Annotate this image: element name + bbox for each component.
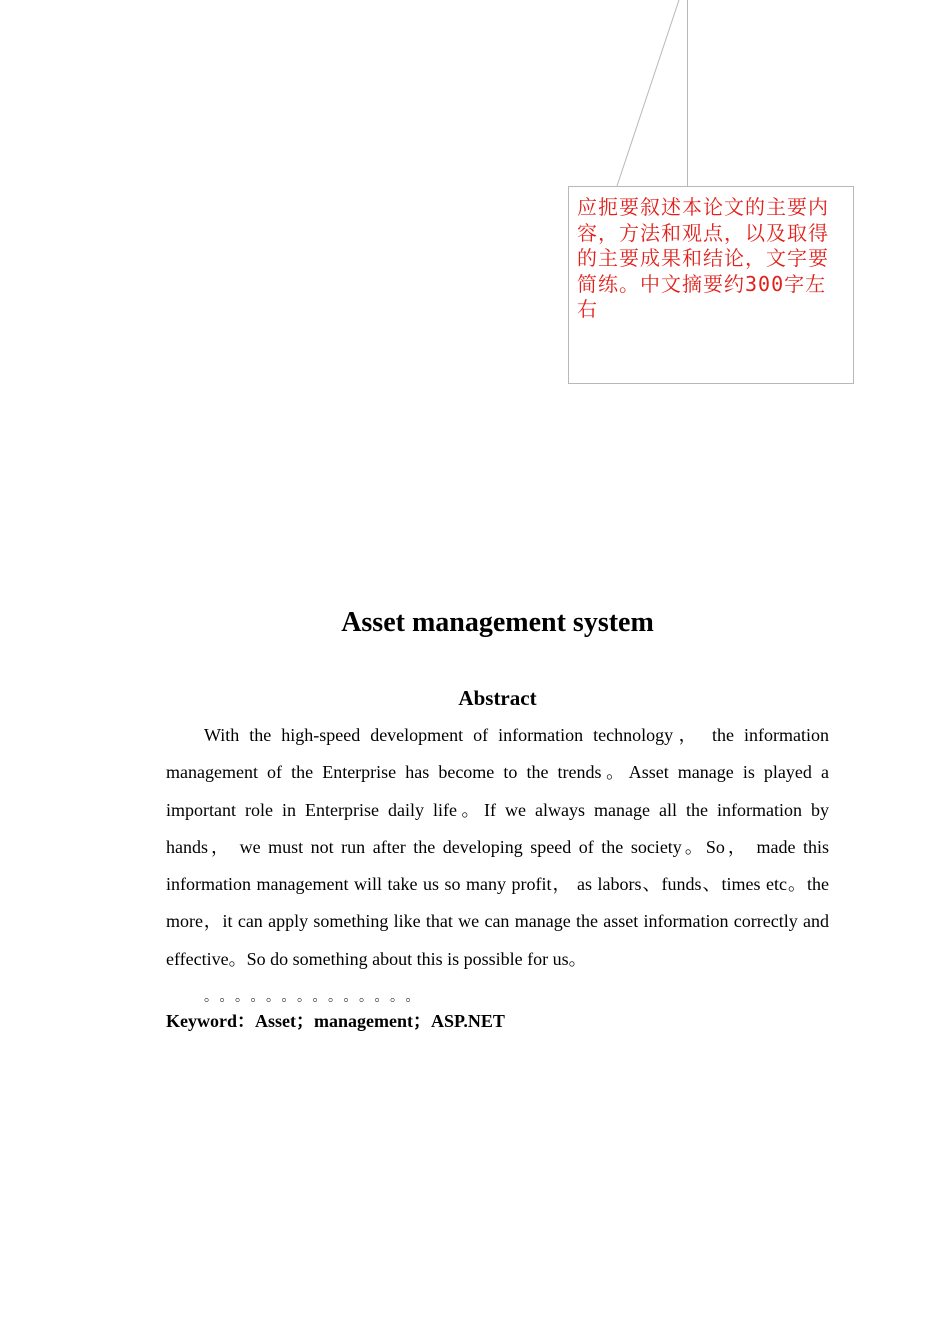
comment-callout-text: 应扼要叙述本论文的主要内容，方法和观点，以及取得的主要成果和结论，文字要简练。中文摘要约300字左右	[577, 195, 829, 321]
comment-callout-box	[568, 186, 854, 384]
document-title: Asset management system	[341, 607, 654, 638]
abstract-body: With the high-speed development of information technology， the information management of the Enterprise has become to the trends。Asset manage is played a important role in Enterprise daily life。If we always manage all the information by hands， we must not run after the developing speed of the society。So， made this information management will take us so many profit， as labors、funds、times etc。the more，it can apply something like that we can manage the asset information correctly and effective。So do something about this is possible for us。	[166, 725, 829, 969]
callout-pointer-line	[617, 0, 679, 186]
abstract-heading: Abstract	[458, 686, 537, 710]
placeholder-dots: 。。。。。。。。。。。。。。	[204, 990, 428, 1005]
keyword-line: Keyword：Asset；management；ASP.NET	[166, 1011, 505, 1031]
